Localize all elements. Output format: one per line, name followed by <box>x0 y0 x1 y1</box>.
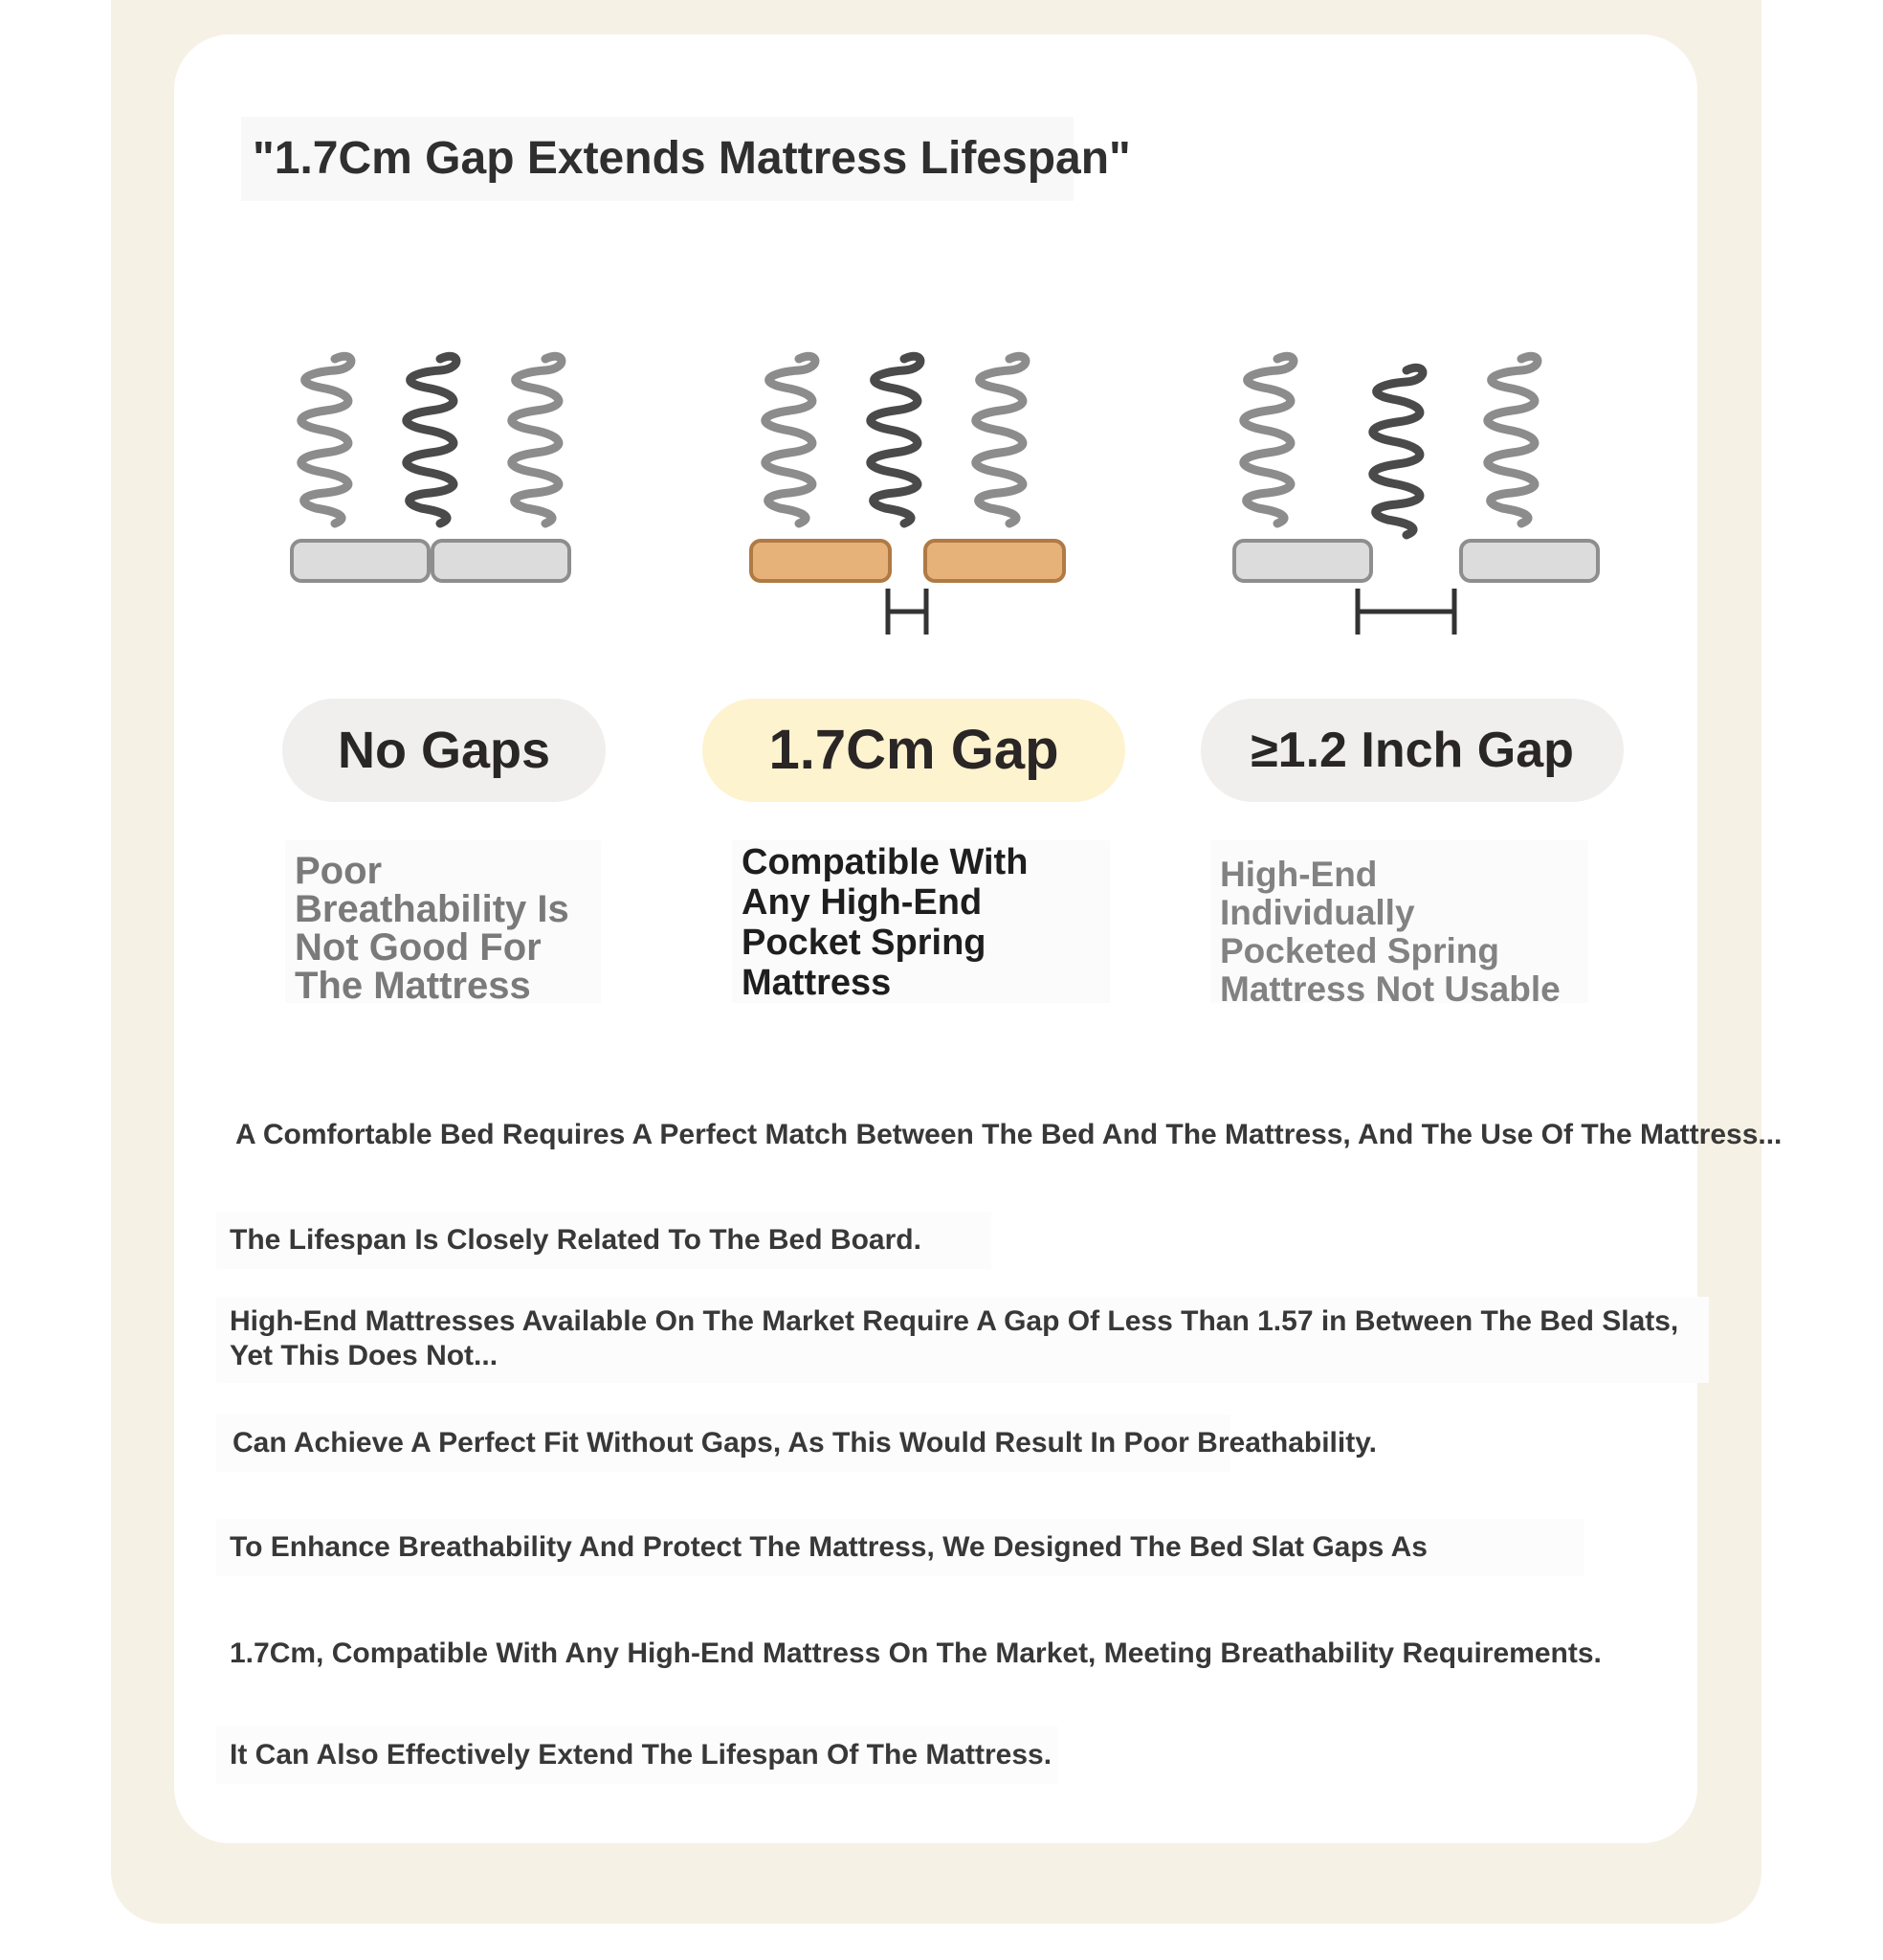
gap-measure-icon <box>1358 589 1454 635</box>
bed-slat <box>925 541 1064 581</box>
body-paragraph: To Enhance Breathability And Protect The Mattress, We Designed The Bed Slat Gaps As <box>216 1519 1584 1576</box>
body-paragraph: The Lifespan Is Closely Related To The Bed Board. <box>216 1212 991 1269</box>
description-standard-gap: Compatible With Any High-End Pocket Spring Mattress <box>732 840 1110 1003</box>
spring-icon <box>512 356 562 523</box>
spring-icon <box>407 356 456 523</box>
illustration-no-gaps <box>268 330 670 656</box>
spring-icon <box>1373 368 1423 535</box>
spring-icon <box>1244 356 1294 523</box>
label-wide-gap: ≥1.2 Inch Gap <box>1201 699 1624 802</box>
bed-slat <box>292 541 429 581</box>
bed-slat <box>1234 541 1371 581</box>
bed-slat <box>1461 541 1598 581</box>
body-paragraph: Can Achieve A Perfect Fit Without Gaps, As This Would Result In Poor Breathability. <box>216 1414 1230 1472</box>
bed-slat <box>751 541 890 581</box>
spring-icon <box>301 356 351 523</box>
label-no-gaps: No Gaps <box>282 699 606 802</box>
body-paragraph: A Comfortable Bed Requires A Perfect Match Between The Bed And The Mattress, And The Use Of The Mattress... <box>235 1119 1783 1150</box>
spring-icon <box>976 356 1026 523</box>
page-title: "1.7Cm Gap Extends Mattress Lifespan" <box>241 117 1074 201</box>
illustration-standard-gap <box>732 330 1134 656</box>
description-wide-gap: High-End Individually Pocketed Spring Mattress Not Usable <box>1210 840 1588 1003</box>
spring-icon <box>765 356 815 523</box>
bed-slat <box>432 541 569 581</box>
body-paragraph: 1.7Cm, Compatible With Any High-End Mattress On The Market, Meeting Breathability Requirements. <box>230 1637 1602 1669</box>
body-paragraph: It Can Also Effectively Extend The Lifespan Of The Mattress. <box>216 1726 1058 1784</box>
spring-icon <box>871 356 920 523</box>
label-standard-gap: 1.7Cm Gap <box>702 699 1125 802</box>
gap-measure-icon <box>888 589 926 635</box>
spring-icon <box>1488 356 1538 523</box>
body-paragraph: High-End Mattresses Available On The Market Require A Gap Of Less Than 1.57 in Between The Bed Slats, Yet This Does Not... <box>216 1297 1709 1383</box>
illustration-wide-gap <box>1220 330 1622 656</box>
description-no-gaps: Poor Breathability Is Not Good For The Mattress <box>285 840 601 1003</box>
